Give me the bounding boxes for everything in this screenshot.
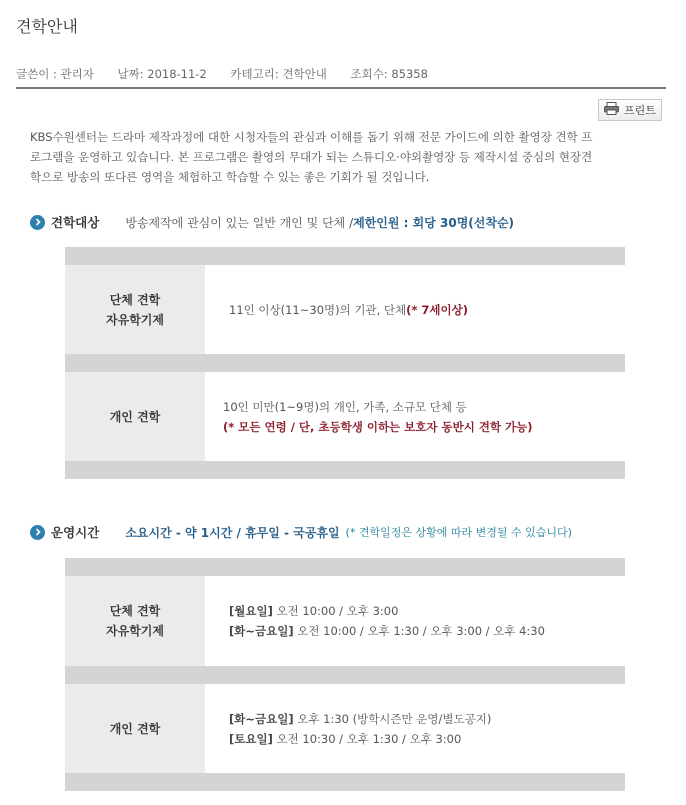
row-value: [화~금요일] 오후 1:30 (방학시즌만 운영/별도공지) [토요일] 오전 10:30 / 오후 1:30 / 오후 3:00 xyxy=(205,684,625,773)
meta-category: 카테고리: 견학안내 xyxy=(230,67,327,81)
page-title: 견학안내 xyxy=(16,17,78,36)
chevron-right-icon xyxy=(30,525,45,540)
table-row xyxy=(65,576,625,666)
meta-views: 조회수: 85358 xyxy=(350,67,428,81)
row-value: [월요일] 오전 10:00 / 오후 3:00 [화~금요일] 오전 10:00 / 오후 1:30 / 오후 3:00 / 오후 4:30 xyxy=(205,576,625,666)
divider xyxy=(16,87,666,89)
table-row xyxy=(65,684,625,773)
row-value: 10인 미만(1~9명)의 개인, 가족, 소규모 단체 등 (* 모든 연령 / 단, 초등학생 이하는 보호자 동반시 견학 가능) xyxy=(205,372,625,461)
row-label: 단체 견학 자유학기제 xyxy=(65,576,205,666)
row-label: 개인 견학 xyxy=(65,372,205,461)
meta-author: 글쓴이 : 관리자 xyxy=(16,67,94,81)
meta-date: 날짜: 2018-11-2 xyxy=(117,67,207,81)
intro-line: KBS수원센터는 드라마 제작과정에 대한 시청자들의 관심과 이해를 돕기 위해 전문 가이드에 의한 촬영장 견학 프 xyxy=(30,130,593,144)
section-title: 견학대상 xyxy=(51,215,100,230)
print-button[interactable] xyxy=(598,99,662,121)
row-label: 단체 견학 자유학기제 xyxy=(65,265,205,354)
print-label: 프린트 xyxy=(624,104,656,117)
post-meta xyxy=(16,66,448,82)
intro-line: 학으로 방송의 또다른 영역을 체험하고 학습할 수 있는 좋은 기회가 될 것입니다. xyxy=(30,170,430,184)
row-value: 11인 이상(11~30명)의 기관, 단체(* 7세이상) xyxy=(205,265,625,354)
table-row xyxy=(65,372,625,461)
section-desc: 방송제작에 관심이 있는 일반 개인 및 단체 / xyxy=(125,215,354,230)
hours-table xyxy=(65,558,625,791)
chevron-right-icon xyxy=(30,215,45,230)
intro-line: 로그램을 운영하고 있습니다. 본 프로그램은 촬영의 무대가 되는 스튜디오·야외촬영장 등 제작시설 중심의 현장견 xyxy=(30,150,593,164)
section-hours-header xyxy=(30,523,572,541)
section-visitors-header xyxy=(30,213,514,231)
table-row xyxy=(65,265,625,354)
section-note: (* 견학일정은 상황에 따라 변경될 수 있습니다) xyxy=(345,526,572,539)
printer-icon xyxy=(604,102,619,118)
visitors-table xyxy=(65,247,625,479)
row-label: 개인 견학 xyxy=(65,684,205,773)
intro-text xyxy=(30,127,660,187)
section-desc: 소요시간 - 약 1시간 / 휴무일 - 국공휴일 xyxy=(125,525,340,540)
section-limit: 제한인원 : 회당 30명(선착순) xyxy=(353,215,515,230)
section-title: 운영시간 xyxy=(51,525,100,540)
